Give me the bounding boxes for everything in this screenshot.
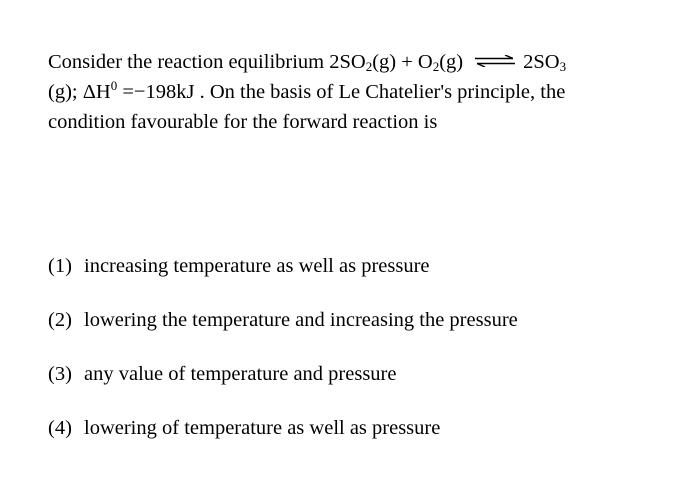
option-text: lowering of temperature as well as pressure bbox=[84, 417, 441, 439]
so2-subscript: 2 bbox=[365, 59, 373, 74]
reaction-intro: Consider the reaction equilibrium 2SO bbox=[48, 51, 366, 73]
option-number: (1) bbox=[48, 255, 72, 277]
equilibrium-arrow-icon bbox=[475, 46, 515, 76]
option-3[interactable] bbox=[48, 359, 518, 389]
question-line-3: condition favourable for the forward reaction is bbox=[48, 111, 438, 133]
question-text bbox=[48, 47, 648, 137]
enthalpy-label: (g); ΔH bbox=[48, 81, 111, 103]
option-number: (2) bbox=[48, 309, 72, 331]
option-4[interactable] bbox=[48, 413, 518, 443]
option-text: lowering the temperature and increasing the pressure bbox=[84, 309, 518, 331]
option-text: increasing temperature as well as pressure bbox=[84, 255, 430, 277]
enthalpy-value-text: =−198kJ . On the basis of Le Chatelier's principle, the bbox=[117, 81, 566, 103]
question-line-2 bbox=[48, 77, 648, 107]
standard-superscript: 0 bbox=[110, 78, 118, 93]
option-2[interactable] bbox=[48, 305, 518, 335]
option-text: any value of temperature and pressure bbox=[84, 363, 397, 385]
so3-subscript: 3 bbox=[559, 59, 567, 74]
option-1[interactable] bbox=[48, 251, 518, 281]
option-number: (3) bbox=[48, 363, 72, 385]
option-number: (4) bbox=[48, 417, 72, 439]
reaction-state: (g) bbox=[439, 51, 464, 73]
question-line-1 bbox=[48, 47, 648, 77]
answer-options bbox=[48, 251, 518, 467]
o2-subscript: 2 bbox=[432, 59, 440, 74]
reaction-product: 2SO bbox=[523, 51, 560, 73]
reaction-reactant-2: (g) + O bbox=[372, 51, 433, 73]
